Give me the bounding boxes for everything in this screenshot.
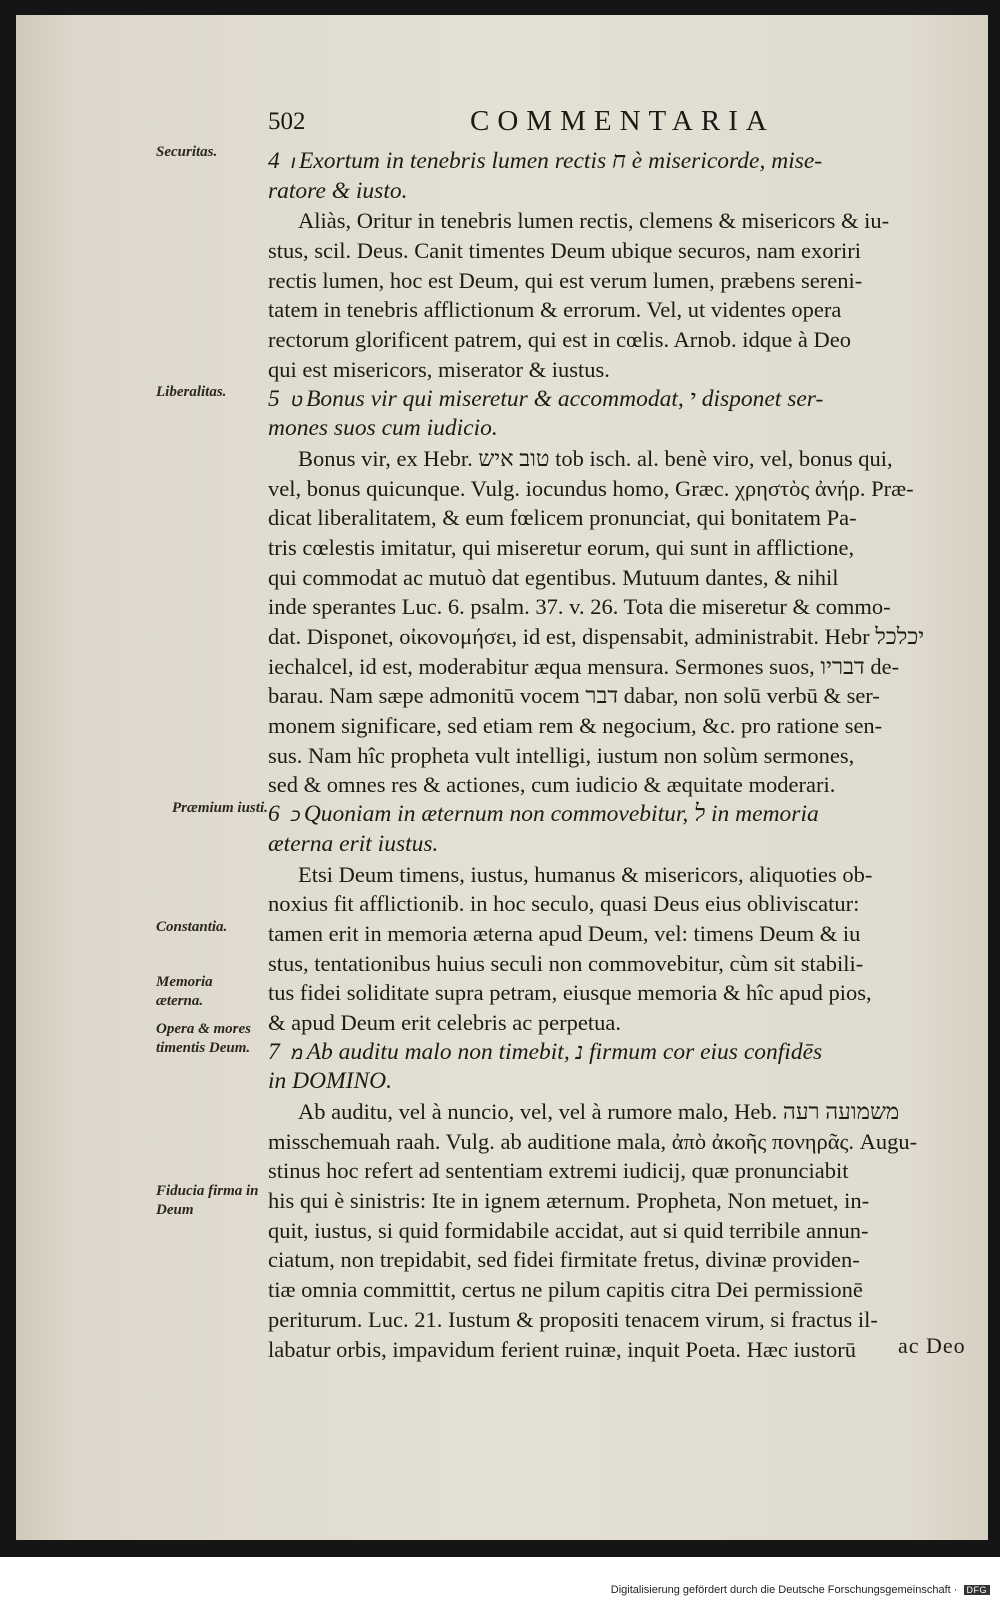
- line-text: æterna erit iustus.: [268, 830, 439, 857]
- text-line: [268, 355, 968, 385]
- hebrew-letter: ו: [289, 151, 295, 173]
- text-line: [268, 206, 968, 236]
- line-text: quit, iustus, si quid formidabile accidat, aut si quid terribile annun-: [268, 1217, 869, 1243]
- line-text: rectorum glorificent patrem, qui est in cœlis. Arnob. idque à Deo: [268, 327, 851, 353]
- text-line: [268, 978, 968, 1008]
- line-text: Ab auditu, vel à nuncio, vel, vel à rumore malo, Heb. משמועה רעה: [298, 1099, 900, 1124]
- margin-note: Constantia.: [156, 919, 228, 935]
- verse-number: 7: [268, 1038, 280, 1065]
- page-number: 502: [268, 108, 306, 135]
- margin-note: Securitas.: [156, 144, 218, 160]
- text-line: [268, 1186, 968, 1216]
- text-line: [268, 533, 968, 563]
- line-text: Bonus vir, ex Hebr. טוב איש tob isch. al. benè viro, vel, bonus qui,: [298, 445, 893, 471]
- line-text: Etsi Deum timens, iustus, humanus & misericors, aliquoties ob-: [298, 861, 873, 887]
- text-line: [268, 889, 968, 919]
- line-text: inde sperantes Luc. 6. psalm. 37. v. 26. Tota die miseretur & commo-: [268, 594, 891, 620]
- line-text: qui est misericors, miserator & iustus.: [268, 356, 610, 382]
- text-line: [268, 741, 968, 771]
- margin-note: Memoria æterna.: [156, 974, 213, 1009]
- text-line: [268, 385, 968, 415]
- text-line: [268, 295, 968, 325]
- text-line: [268, 1067, 968, 1097]
- line-text: tiæ omnia committit, certus ne pilum capitis citra Dei permissionē: [268, 1277, 863, 1303]
- line-text: tatem in tenebris afflictionum & errorum. Vel, ut videntes opera: [268, 297, 842, 323]
- text-line: [268, 711, 968, 741]
- line-text: in DOMINO.: [268, 1068, 393, 1095]
- line-text: stinus hoc refert ad sententiam extremi iudicij, quæ pronunciabit: [268, 1158, 849, 1184]
- text-line: [268, 563, 968, 593]
- verse-number: 6: [268, 801, 280, 828]
- text-line: [268, 949, 968, 979]
- catchword: ac Deo: [898, 1333, 966, 1358]
- text-line: [268, 325, 968, 355]
- text-line: [268, 800, 968, 830]
- verse-number: 5: [268, 385, 280, 412]
- line-text: stus, scil. Deus. Canit timentes Deum ubique securos, nam exoriri: [268, 238, 862, 264]
- text-line: [268, 652, 968, 682]
- line-text: vel, bonus quicunque. Vulg. iocundus homo, Græc. χρηστὸς ἀνήρ. Præ-: [268, 475, 914, 501]
- margin-note: Liberalitas.: [156, 384, 227, 400]
- text-line: [268, 503, 968, 533]
- line-text: labatur orbis, impavidum ferient ruinæ, inquit Poeta. Hæc iustorū: [268, 1336, 857, 1362]
- text-line: [268, 1038, 968, 1068]
- line-text: stus, tentationibus huius seculi non commovebitur, cùm sit stabili-: [268, 950, 864, 976]
- verse-number: 4: [268, 148, 280, 174]
- line-text: tamen erit in memoria æterna apud Deum, vel: timens Deum & iu: [268, 920, 861, 946]
- footer-credit-text: Digitalisierung gefördert durch die Deutsche Forschungsgemeinschaft: [610, 1584, 951, 1596]
- text-line: [268, 681, 968, 711]
- text-line: [268, 1156, 968, 1186]
- line-text: his qui è sinistris: Ite in ignem æternum. Propheta, Non metuet, in-: [268, 1188, 870, 1214]
- line-text: noxius fit afflictionib. in hoc seculo, quasi Deus eius obliviscatur:: [268, 891, 860, 917]
- line-text: barau. Nam sæpe admonitū vocem דבר dabar, non solū verbū & ser-: [268, 683, 880, 709]
- line-text: sed & omnes res & actiones, cum iudicio & æquitate moderari.: [268, 772, 836, 798]
- text-line: [268, 770, 968, 800]
- text-line: [268, 266, 968, 296]
- footer: [0, 1557, 1000, 1601]
- line-text: rectis lumen, hoc est Deum, qui est verum lumen, præbens sereni-: [268, 267, 863, 293]
- hebrew-letter: כ: [289, 804, 300, 827]
- text-line: [268, 444, 968, 474]
- line-text: Quoniam in æternum non commovebitur, ל in memoria: [303, 801, 819, 828]
- text-line: [268, 1216, 968, 1246]
- text-line: [268, 236, 968, 266]
- line-text: qui commodat ac mutuò dat egentibus. Mutuum dantes, & nihil: [268, 564, 839, 590]
- line-text: sus. Nam hîc propheta vult intelligi, iustum non solùm sermones,: [268, 742, 855, 768]
- margin-note: Opera & mores timentis Deum.: [156, 1021, 251, 1056]
- line-text: Bonus vir qui miseretur & accommodat, י disponet ser-: [306, 385, 824, 412]
- line-text: tus fidei soliditate supra petram, eiusque memoria & hîc apud pios,: [268, 980, 872, 1006]
- footer-credit: Digitalisierung gefördert durch die Deutsche Forschungsgemeinschaft · DFG: [611, 1584, 990, 1596]
- margin-note: Fiducia firma in Deum: [156, 1183, 259, 1218]
- line-text: ratore & iusto.: [268, 177, 408, 204]
- text-line: [268, 1008, 968, 1038]
- text-line: [268, 1275, 968, 1305]
- text-line: [268, 1305, 968, 1335]
- text-line: [268, 177, 968, 207]
- text-line: [268, 1335, 968, 1365]
- text-line: [268, 860, 968, 890]
- text-line: [268, 1127, 968, 1157]
- line-text: dat. Disponet, οἰκονομήσει, id est, dispensabit, administrabit. Hebr יכלכל: [268, 624, 925, 649]
- line-text: dicat liberalitatem, & eum fœlicem pronunciat, qui bonitatem Pa-: [268, 505, 857, 531]
- line-text: periturum. Luc. 21. Iustum & propositi tenacem virum, si fractus il-: [268, 1306, 878, 1332]
- line-text: tris cœlestis imitatur, qui miseretur eorum, qui sunt in afflictione,: [268, 534, 855, 560]
- text-line: [268, 919, 968, 949]
- text-line: [268, 147, 968, 177]
- book-page: [16, 15, 988, 1540]
- hebrew-letter: ט: [289, 388, 303, 411]
- line-text: monem significare, sed etiam rem & negocium, &c. pro ratione sen-: [268, 713, 883, 739]
- text-line: [268, 474, 968, 504]
- line-text: mones suos cum iudicio.: [268, 415, 498, 442]
- text-line: [268, 592, 968, 622]
- line-text: & apud Deum erit celebris ac perpetua.: [268, 1009, 621, 1035]
- text-line: [268, 622, 968, 652]
- margin-note: Præmium iusti.: [172, 800, 268, 816]
- line-text: misschemuah raah. Vulg. ab auditione mala, ἀπὸ ἀκοῆς πονηρᾶς. Augu-: [268, 1128, 918, 1154]
- line-text: Aliàs, Oritur in tenebris lumen rectis, clemens & misericors & iu-: [298, 208, 890, 234]
- text-line: [268, 1097, 968, 1127]
- running-head: COMMENTARIA: [470, 105, 775, 137]
- line-text: Exortum in tenebris lumen rectis ח è misericorde, mise-: [298, 148, 823, 174]
- text-line: [268, 1245, 968, 1275]
- line-text: iechalcel, id est, moderabitur æqua mensura. Sermones suos, דבריו de-: [268, 653, 900, 679]
- line-text: Ab auditu malo non timebit, נ firmum cor eius confidēs: [306, 1038, 823, 1065]
- text-line: [268, 414, 968, 444]
- body-text: [268, 147, 968, 1364]
- hebrew-letter: מ: [289, 1041, 303, 1064]
- line-text: ciatum, non trepidabit, sed fidei firmitate fretus, divinæ providen-: [268, 1247, 860, 1273]
- text-line: [268, 830, 968, 860]
- dfg-logo: DFG: [964, 1585, 991, 1595]
